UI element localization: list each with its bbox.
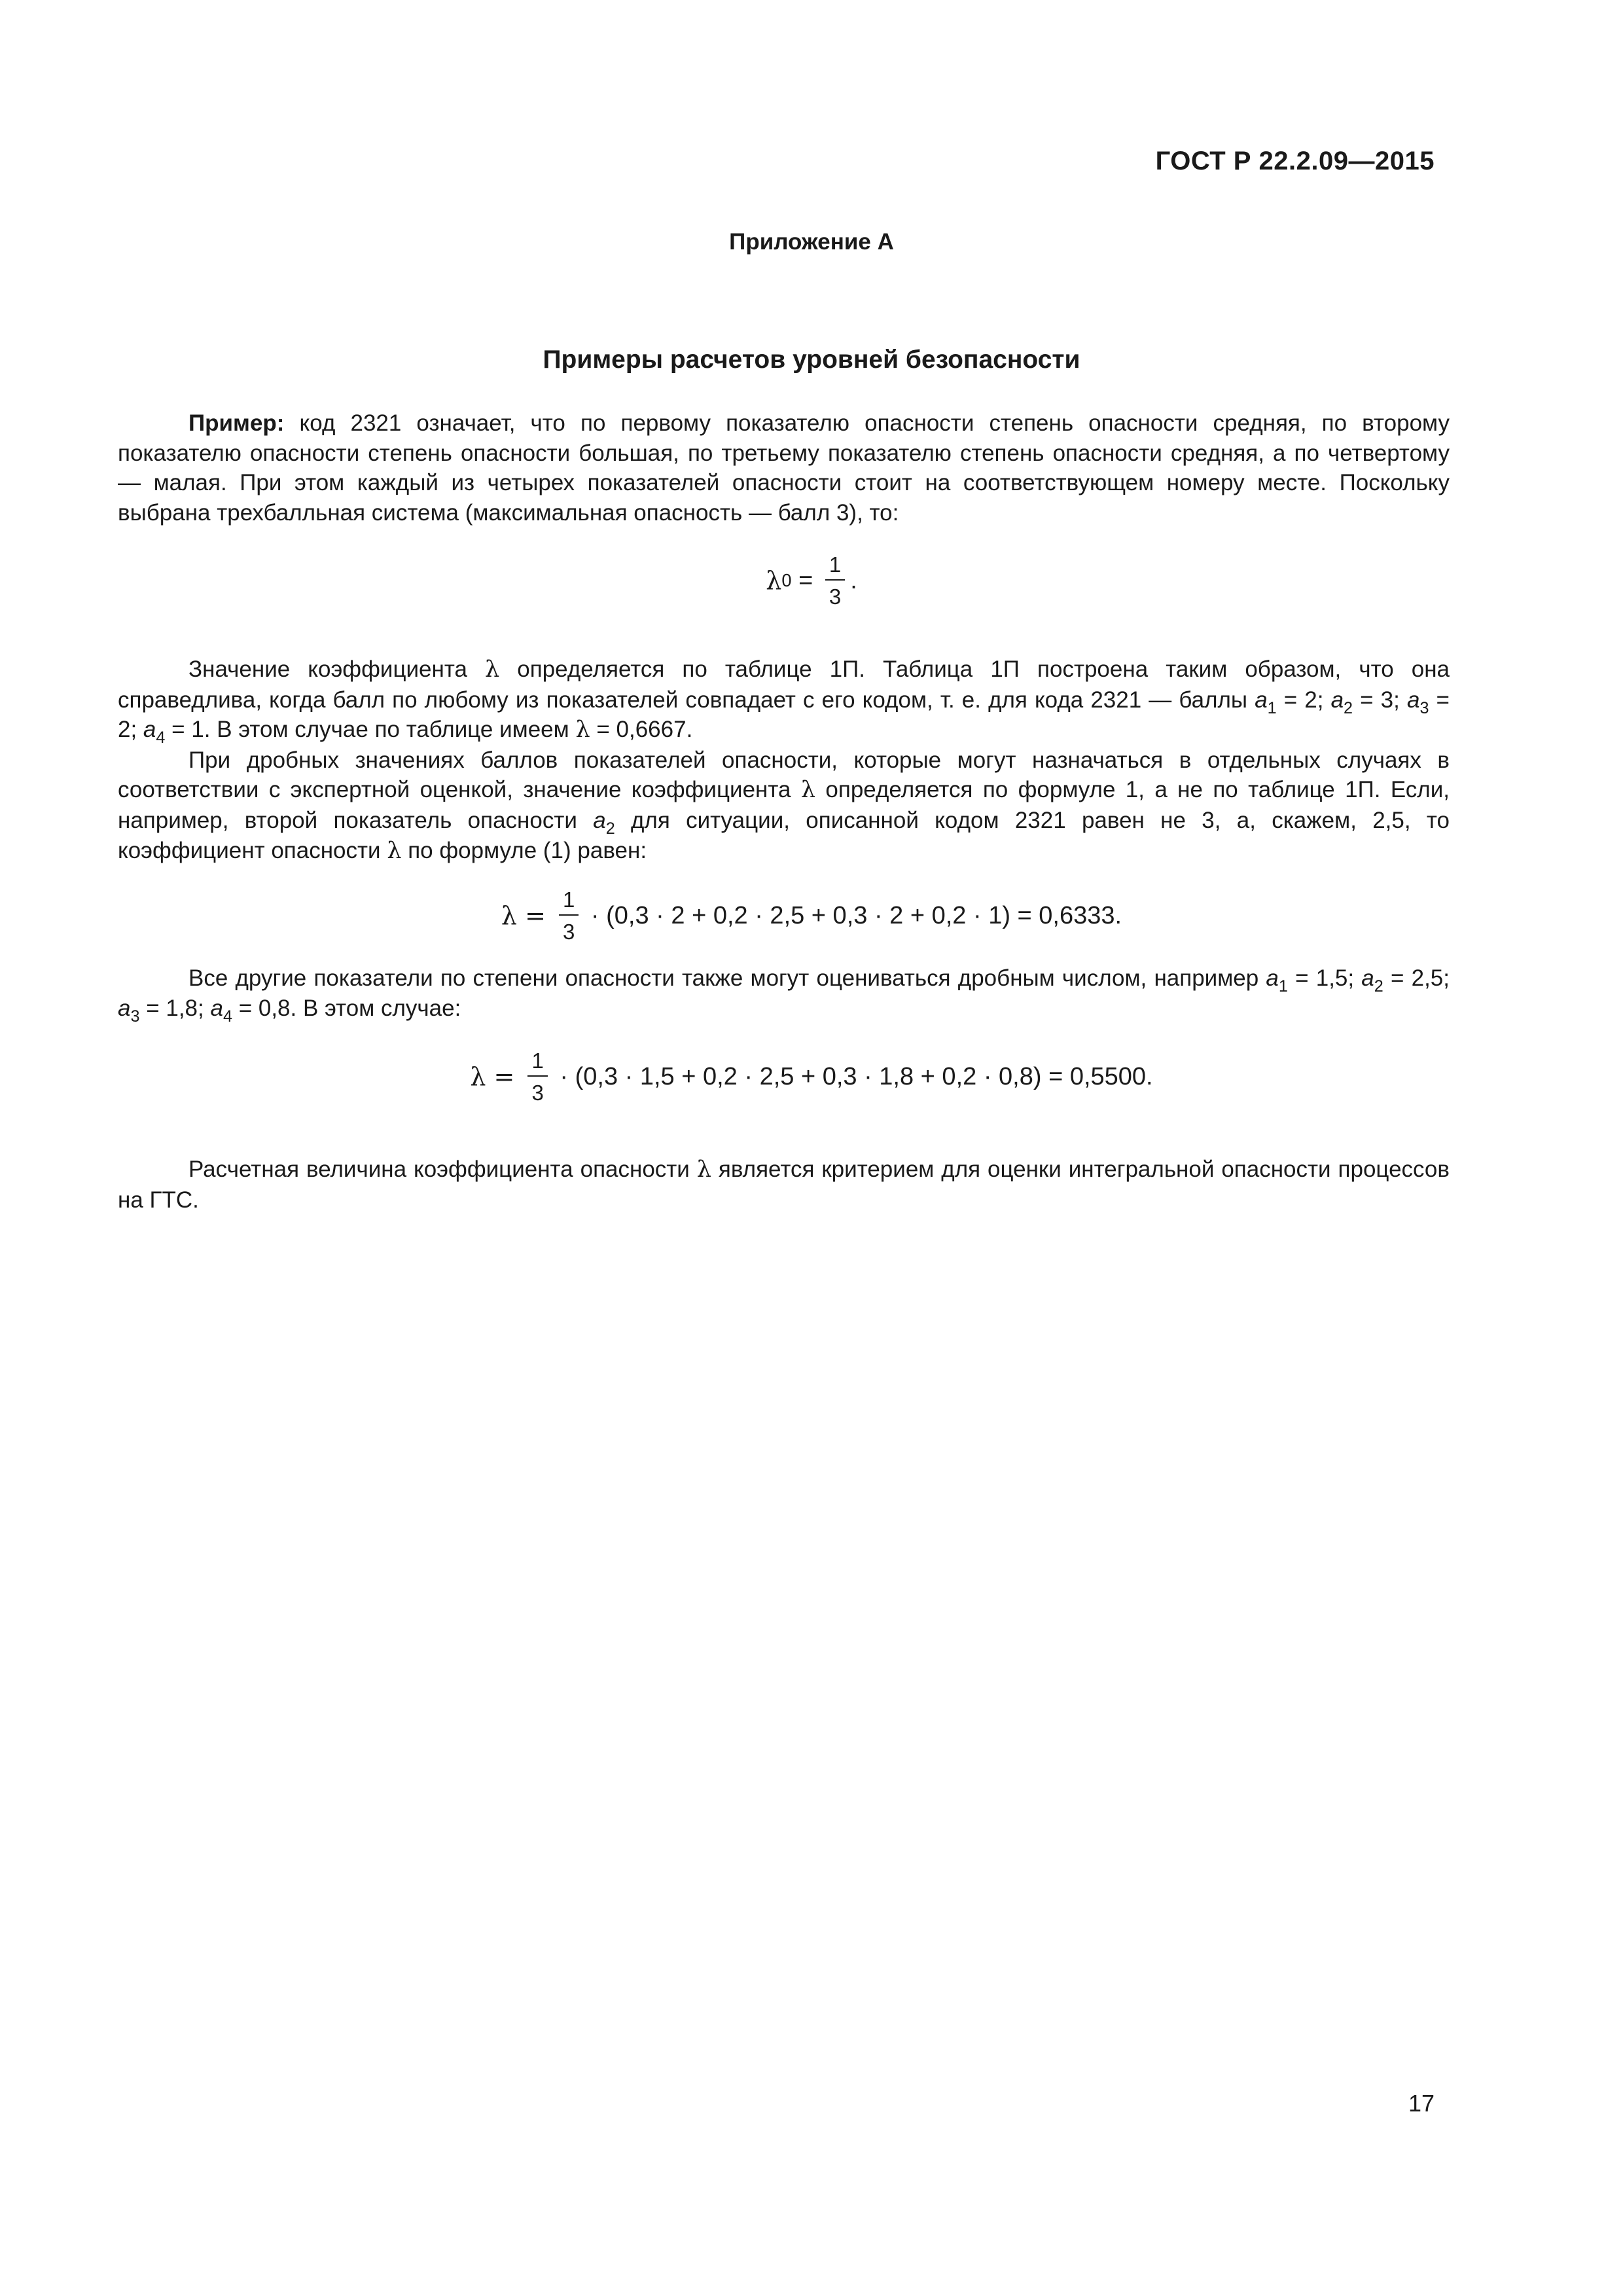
subscript: 1 — [1278, 977, 1288, 996]
example-lead: Пример: — [188, 410, 285, 436]
lambda-symbol: λ — [485, 656, 500, 683]
fraction-denominator: 3 — [531, 1081, 544, 1105]
fraction-numerator: 1 — [559, 889, 579, 916]
text-run: = 2,5; — [1383, 965, 1450, 991]
paragraph-coefficient-table — [118, 655, 1450, 745]
paragraph-conclusion — [118, 1155, 1450, 1215]
fraction — [825, 554, 845, 607]
text-run: = 0,6667. — [590, 717, 693, 743]
subscript: 2 — [1344, 698, 1353, 717]
text-run: = 1,5; — [1287, 965, 1362, 991]
paragraphs-coefficient — [118, 655, 1450, 866]
fraction-denominator: 3 — [563, 920, 575, 944]
variable-a: a — [1361, 965, 1374, 991]
equals-sign: = — [791, 566, 820, 594]
text-run: определяется по таблице 1П. Таблица 1П построена таким образом, что она справедлива, когда балл по любому из показателей совпадает с его кодом, т. е. для кода 2321 — баллы — [118, 656, 1450, 713]
text-run: = 1. В этом случае по таблице имеем — [165, 717, 576, 743]
text-run: = 3; — [1353, 687, 1407, 713]
text-run: определяется по формуле 1, а не по таблице 1П. Если, например, второй показатель опасности — [118, 777, 1450, 833]
text-run: При дробных значениях баллов показателей опасности, которые могут назначаться в отдельных случаях в соответствии с экспертной оценкой, значение коэффициента — [118, 747, 1450, 803]
subscript: 4 — [223, 1007, 232, 1026]
formula-lambda-case-1 — [0, 889, 1623, 942]
paragraph-fractional-scores — [118, 745, 1450, 866]
paragraph-other-indicators — [118, 963, 1450, 1026]
subscript: 3 — [130, 1007, 140, 1026]
variable-a: a — [593, 807, 606, 833]
variable-a: a — [1266, 965, 1279, 991]
fraction — [559, 889, 579, 942]
formula-lhs: λ = — [501, 901, 554, 930]
paragraph-example — [118, 408, 1450, 528]
formula-rhs: · (0,3 · 1,5 + 0,2 · 2,5 + 0,3 · 1,8 + 0,2 · 0,8) = 0,5500. — [552, 1062, 1153, 1090]
text-run: Все другие показатели по степени опасности также могут оцениваться дробным числом, например — [188, 965, 1266, 991]
lambda-symbol: λ — [696, 1157, 711, 1183]
text-run: является критерием для оценки интегральной опасности процессов на ГТС. — [118, 1157, 1450, 1213]
text-run: = 2; — [118, 687, 1450, 743]
page-number: 17 — [1408, 2090, 1435, 2117]
subscript: 2 — [605, 819, 615, 838]
lambda-symbol: λ — [575, 717, 590, 744]
lambda-symbol: λ — [387, 837, 402, 864]
text-run: Расчетная величина коэффициента опасности — [188, 1157, 697, 1182]
text-run: = 0,8. В этом случае: — [232, 995, 461, 1021]
lambda-symbol: λ — [766, 566, 782, 595]
appendix-label: Приложение А — [729, 229, 894, 255]
subscript: 4 — [156, 728, 166, 747]
lambda-symbol: λ — [800, 777, 816, 804]
text-run: = 2; — [1276, 687, 1331, 713]
variable-a: a — [1406, 687, 1420, 713]
formula-tail: . — [850, 566, 857, 594]
subscript: 3 — [1419, 698, 1429, 717]
variable-a: a — [1330, 687, 1344, 713]
subscript: 1 — [1267, 698, 1277, 717]
variable-a: a — [1255, 687, 1268, 713]
fraction-numerator: 1 — [527, 1050, 547, 1077]
formula-lambda-case-2 — [0, 1050, 1623, 1103]
fraction-denominator: 3 — [829, 584, 842, 609]
text-run: для ситуации, описанной кодом 2321 равен не 3, а, скажем, 2,5, то коэффициент опасности — [118, 807, 1450, 863]
text-run: по формуле (1) равен: — [401, 837, 647, 863]
subscript: 2 — [1374, 977, 1383, 996]
variable-a: a — [143, 717, 156, 743]
formula-lhs: λ = — [470, 1062, 523, 1091]
section-title: Примеры расчетов уровней безопасности — [543, 346, 1080, 374]
formula-rhs: · (0,3 · 2 + 0,2 · 2,5 + 0,3 · 2 + 0,2 · 1) = 0,6333. — [584, 901, 1122, 929]
text-run: Значение коэффициента — [188, 656, 486, 682]
variable-a: a — [210, 995, 223, 1021]
formula-lambda-zero: λ 0 = $\frac{1}{3}$ . — [766, 552, 857, 609]
example-text: код 2321 означает, что по первому показателю опасности степень опасности средняя, по второму показателю опасности степень опасности большая, по третьему показателю степень опасности средняя, а по четвертому — малая. При этом каждый из четырех показателей опасности стоит на соответствующем номеру месте. Поскольку выбрана трехбалльная система (максимальная опасность — балл 3), то: — [118, 410, 1450, 526]
standard-code: ГОСТ Р 22.2.09—2015 — [1155, 147, 1435, 175]
fraction-numerator: 1 — [825, 554, 845, 581]
variable-a: a — [118, 995, 131, 1021]
text-run: = 1,8; — [139, 995, 211, 1021]
fraction — [527, 1050, 547, 1103]
